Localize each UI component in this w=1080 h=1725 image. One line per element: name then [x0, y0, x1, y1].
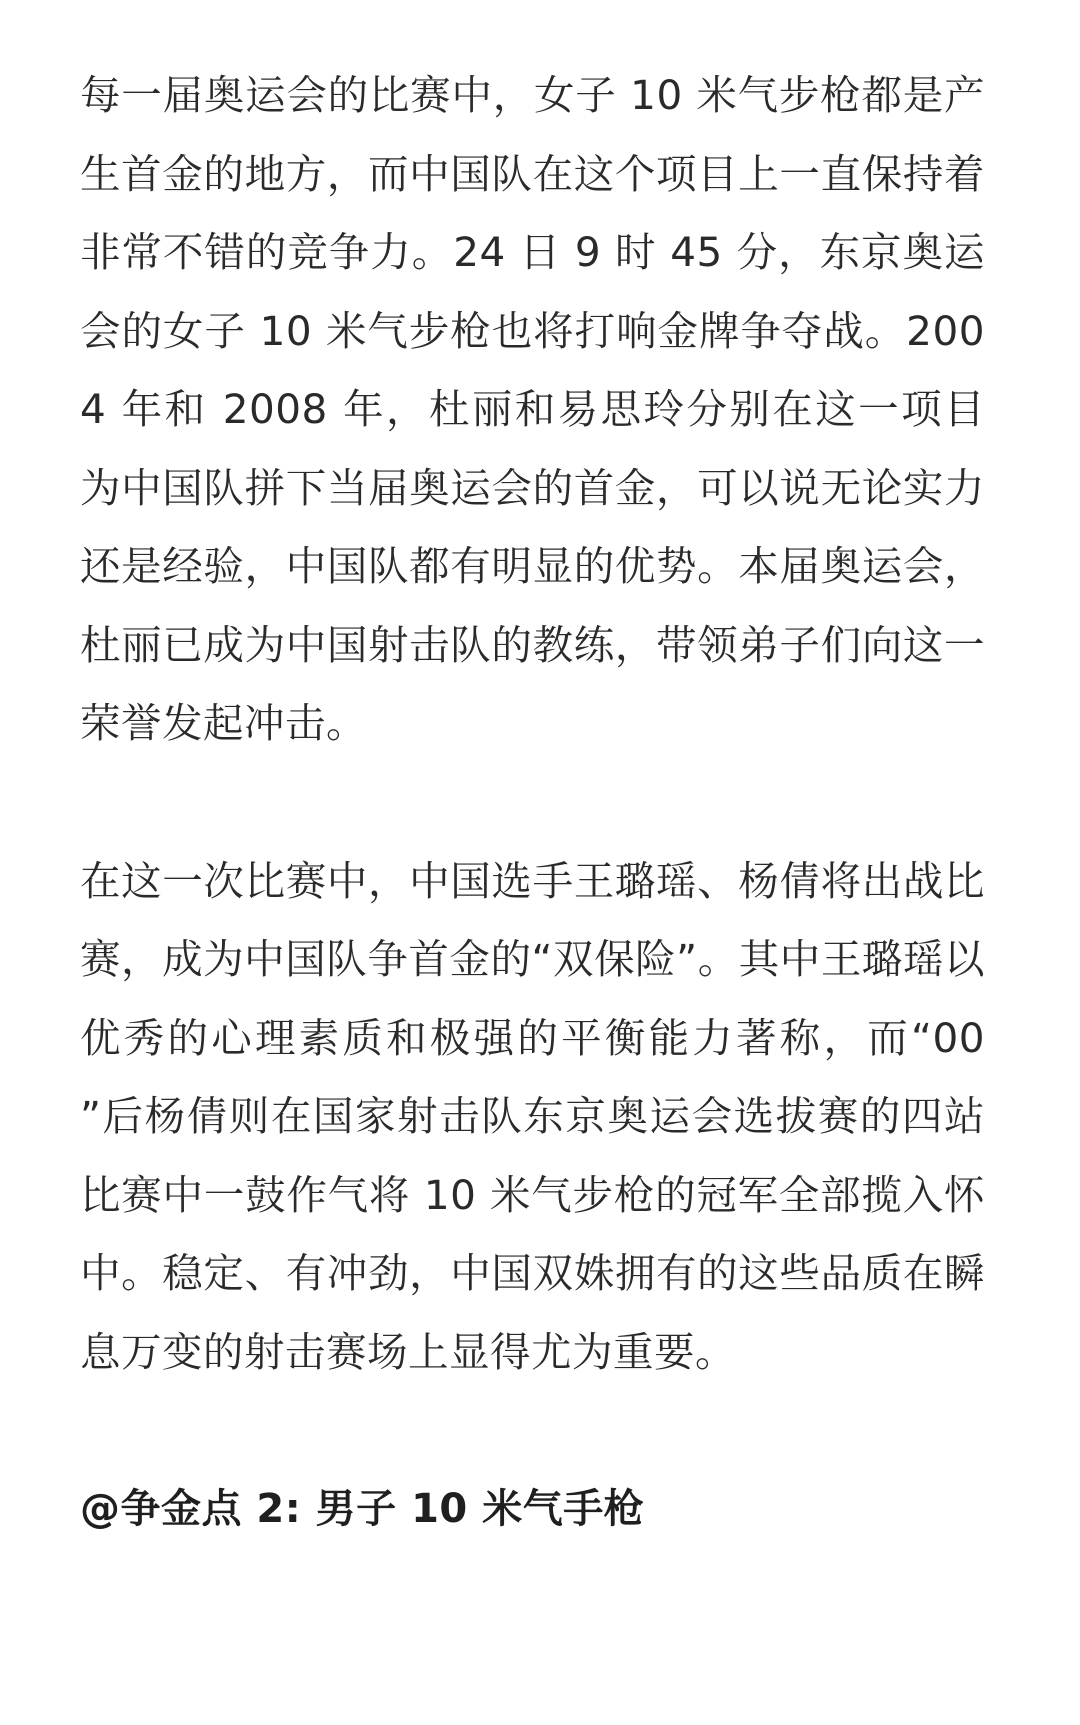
section-heading-mens-air-pistol: @争金点 2: 男子 10 米气手枪 — [80, 1486, 645, 1532]
paragraph-chinese-shooters: 在这一次比赛中，中国选手王璐瑶、杨倩将出战比赛，成为中国队争首金的“双保险”。其中王璐瑶以优秀的心理素质和极强的平衡能力著称，而“00 ”后杨倩则在国家射击队东京奥运会选拔赛的四站比赛中一鼓作气将 10 米气步枪的冠军全部揽入怀中。稳定、有冲劲，中国双姝拥有的这些品质在瞬息万变的射击赛场上显得尤为重要。 — [80, 856, 985, 1376]
paragraph-womens-air-rifle: 每一届奥运会的比赛中，女子 10 米气步枪都是产生首金的地方，而中国队在这个项目上一直保持着非常不错的竞争力。24 日 9 时 45 分，东京奥运会的女子 10 米气步枪也将打响金牌争夺战。2004 年和 2008 年，杜丽和易思玲分别在这一项目为中国队拼下当届奥运会的首金，可以说无论实力还是经验，中国队都有明显的优势。本届奥运会，杜丽已成为中国射击队的教练，带领弟子们向这一荣誉发起冲击。 — [80, 71, 985, 747]
article-body — [80, 56, 985, 1548]
